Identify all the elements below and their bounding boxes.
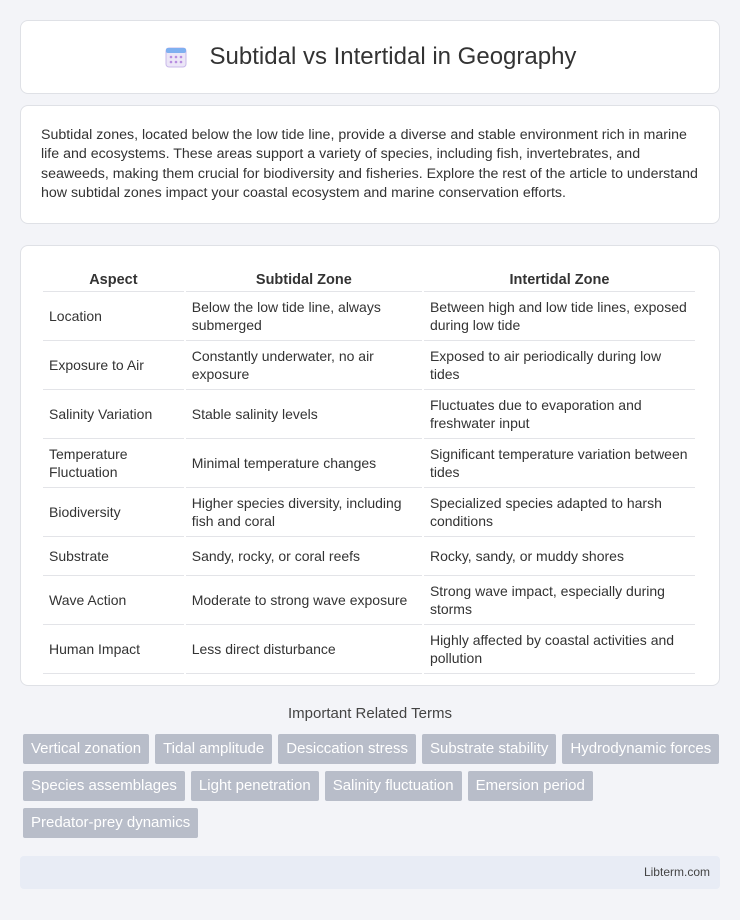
table-row (43, 340, 695, 389)
comparison-table (41, 266, 697, 674)
cell-aspect: Temperature Fluctuation (43, 438, 184, 487)
tag-vertical-zonation[interactable]: Vertical zonation (23, 734, 149, 764)
header-subtidal: Subtidal Zone (255, 272, 352, 288)
tag-substrate-stability[interactable]: Substrate stability (422, 734, 556, 764)
header-aspect: Aspect (89, 272, 138, 288)
cell-aspect: Human Impact (43, 624, 184, 674)
tag-desiccation-stress[interactable]: Desiccation stress (278, 734, 416, 764)
header-intertidal: Intertidal Zone (509, 272, 610, 288)
tag-emersion-period[interactable]: Emersion period (468, 771, 593, 801)
table-row (43, 624, 695, 674)
table-row (43, 575, 695, 624)
cell-aspect: Biodiversity (43, 487, 184, 536)
cell-intertidal: Highly affected by coastal activities and pollution (424, 624, 695, 674)
tag-predator-prey-dynamics[interactable]: Predator-prey dynamics (23, 808, 198, 838)
tag-light-penetration[interactable]: Light penetration (191, 771, 319, 801)
table-row (43, 487, 695, 536)
cell-intertidal: Significant temperature variation between tides (424, 438, 695, 487)
cell-intertidal: Exposed to air periodically during low tides (424, 340, 695, 389)
cell-aspect: Exposure to Air (43, 340, 184, 389)
cell-intertidal: Between high and low tide lines, exposed during low tide (424, 291, 695, 340)
intro-text: Subtidal zones, located below the low tide line, provide a diverse and stable environment rich in marine life and ecosystems. These areas support a variety of species, including fish, invertebrates, and seaweeds, making them crucial for biodiversity and fisheries. Explore the rest of the article to understand how subtidal zones impact your coastal ecosystem and marine conservation efforts. (41, 127, 698, 202)
footer-site-link[interactable]: Libterm.com (643, 865, 710, 879)
cell-aspect: Location (43, 291, 184, 340)
cell-subtidal: Stable salinity levels (186, 389, 422, 438)
table-row (43, 536, 695, 575)
cell-subtidal: Minimal temperature changes (186, 438, 422, 487)
cell-intertidal: Strong wave impact, especially during storms (424, 575, 695, 624)
comparison-card (20, 245, 720, 686)
cell-subtidal: Less direct disturbance (186, 624, 422, 674)
intro-card (20, 105, 720, 224)
cell-subtidal: Moderate to strong wave exposure (186, 575, 422, 624)
title-card (20, 20, 720, 94)
cell-intertidal: Rocky, sandy, or muddy shores (424, 536, 695, 575)
table-row (43, 389, 695, 438)
table-row (43, 291, 695, 340)
page-title: Subtidal vs Intertidal in Geography (209, 43, 577, 70)
cell-intertidal: Specialized species adapted to harsh conditions (424, 487, 695, 536)
footer (20, 856, 720, 889)
table-row (43, 438, 695, 487)
related-terms (20, 705, 720, 838)
cell-aspect: Wave Action (43, 575, 184, 624)
cell-intertidal: Fluctuates due to evaporation and freshwater input (424, 389, 695, 438)
cell-subtidal: Sandy, rocky, or coral reefs (186, 536, 422, 575)
cell-aspect: Substrate (43, 536, 184, 575)
cell-subtidal: Higher species diversity, including fish and coral (186, 487, 422, 536)
cell-subtidal: Below the low tide line, always submerged (186, 291, 422, 340)
tag-species-assemblages[interactable]: Species assemblages (23, 771, 185, 801)
tag-list (20, 734, 720, 838)
related-title: Important Related Terms (288, 705, 452, 722)
tag-tidal-amplitude[interactable]: Tidal amplitude (155, 734, 272, 764)
calendar-icon (164, 45, 188, 69)
tag-salinity-fluctuation[interactable]: Salinity fluctuation (325, 771, 462, 801)
tag-hydrodynamic-forces[interactable]: Hydrodynamic forces (562, 734, 719, 764)
cell-aspect: Salinity Variation (43, 389, 184, 438)
cell-subtidal: Constantly underwater, no air exposure (186, 340, 422, 389)
